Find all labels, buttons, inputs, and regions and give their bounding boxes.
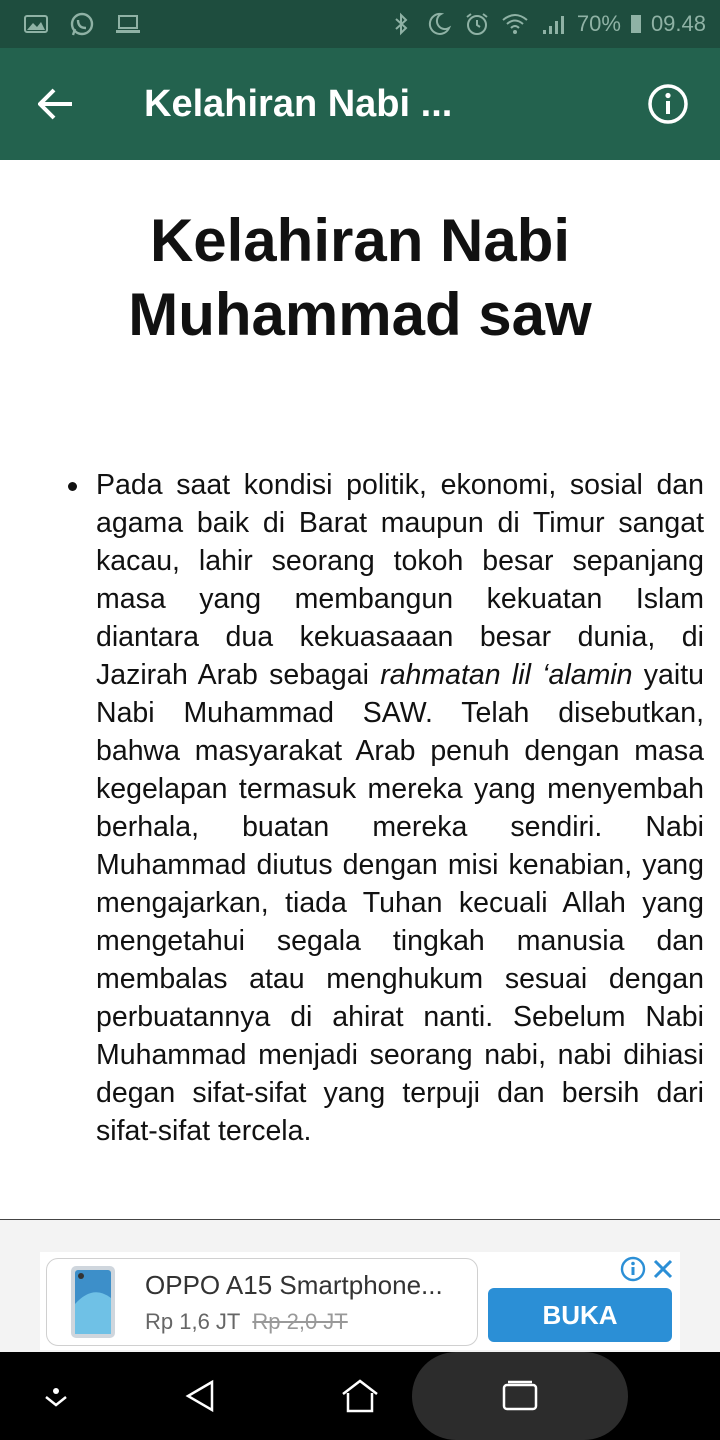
do-not-disturb-icon xyxy=(425,11,453,37)
battery-percent: 70% xyxy=(576,11,621,36)
nav-home-button[interactable] xyxy=(330,1366,390,1426)
ad-product-name: OPPO A15 Smartphone... xyxy=(145,1269,443,1300)
ad-old-price: Rp 2,0 JT xyxy=(252,1308,348,1334)
recents-icon xyxy=(500,1380,540,1412)
nav-recents-button[interactable] xyxy=(490,1366,550,1426)
article-content[interactable] xyxy=(0,160,720,1219)
bullet-list xyxy=(96,466,704,1150)
hide-keyboard-button[interactable] xyxy=(26,1366,86,1426)
paragraph-text: Pada saat kondisi politik, ekonomi, sosial dan agama baik di Barat maupun di Timur sangat kacau, lahir seorang tokoh besar sepanjang masa yang membangun kekuatan Islam diantara dua kekuasaaan besar dunia, di Jazirah Arab sebagai xyxy=(96,469,704,691)
ad-product-card[interactable] xyxy=(46,1258,478,1346)
ad-banner[interactable] xyxy=(40,1252,680,1350)
close-icon[interactable] xyxy=(650,1256,676,1282)
status-bar xyxy=(0,0,720,48)
list-item xyxy=(96,466,704,1150)
arrow-left-icon xyxy=(38,88,74,120)
ad-area xyxy=(0,1220,720,1352)
navigation-bar xyxy=(0,1352,720,1440)
system-status xyxy=(387,11,706,37)
ad-choices-icon[interactable] xyxy=(620,1256,646,1282)
ad-text xyxy=(145,1270,443,1335)
whatsapp-icon xyxy=(68,11,96,37)
app-bar xyxy=(0,48,720,160)
hide-keyboard-icon xyxy=(41,1381,71,1411)
info-button[interactable] xyxy=(642,78,694,130)
paragraph-italic: rahmatan lil ‘alamin xyxy=(380,659,633,691)
info-icon xyxy=(647,83,689,125)
signal-icon xyxy=(539,11,567,37)
ad-price: Rp 1,6 JT xyxy=(145,1308,241,1334)
alarm-icon xyxy=(463,11,491,37)
laptop-icon xyxy=(114,11,142,37)
back-button[interactable] xyxy=(28,76,84,132)
home-icon xyxy=(340,1377,380,1415)
back-triangle-icon xyxy=(182,1378,218,1414)
clock: 09.48 xyxy=(650,11,706,36)
phone-thumbnail-icon xyxy=(65,1264,121,1340)
wifi-icon xyxy=(501,11,529,37)
battery-icon xyxy=(631,15,641,33)
bluetooth-icon xyxy=(387,11,415,37)
gallery-icon xyxy=(22,11,50,37)
ad-prices xyxy=(145,1309,443,1335)
bullet-dot xyxy=(68,482,77,491)
notification-icons xyxy=(22,11,142,37)
article-title: Kelahiran Nabi Muhammad saw xyxy=(128,207,592,348)
nav-back-button[interactable] xyxy=(170,1366,230,1426)
ad-open-button[interactable]: BUKA xyxy=(488,1288,672,1342)
paragraph-text-continued: yaitu Nabi Muhammad SAW. Telah disebutkan, bahwa masyarakat Arab penuh dengan masa kegelapan termasuk mereka yang menyembah berhala, buatan mereka sendiri. Nabi Muhammad diutus dengan misi kenabian, yang mengajarkan, tiada Tuhan kecuali Allah yang mengetahui segala tingkah manusia dan membalas atau menghukum sesuai dengan perbuatannya di ahirat nanti. Sebelum Nabi Muhammad menjadi seorang nabi, nabi dihiasi degan sifat-sifat yang terpuji dan bersih dari sifat-sifat tercela. xyxy=(96,659,704,1147)
page-title: Kelahiran Nabi ... xyxy=(144,82,453,125)
